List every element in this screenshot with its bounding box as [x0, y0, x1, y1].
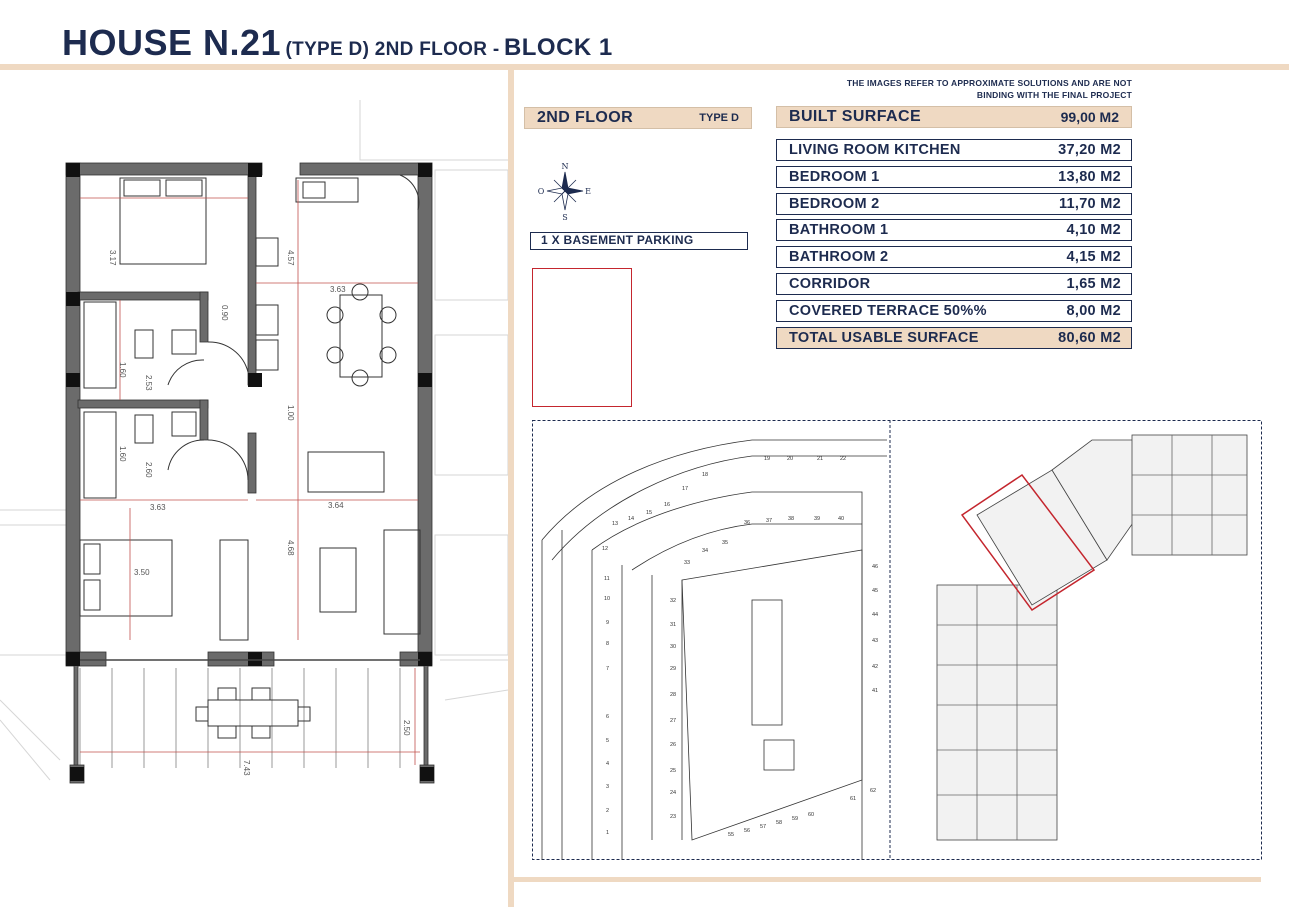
surface-row: BEDROOM 2 11,70 M2 — [776, 193, 1132, 215]
svg-text:3.63: 3.63 — [330, 285, 346, 294]
svg-text:2: 2 — [606, 808, 610, 814]
svg-text:3.50: 3.50 — [134, 568, 150, 577]
svg-text:4.57: 4.57 — [286, 250, 295, 266]
svg-text:1: 1 — [606, 830, 610, 836]
basement-parking-plan — [542, 440, 887, 860]
svg-text:22: 22 — [840, 456, 847, 462]
house-type: (TYPE D) 2ND FLOOR - — [285, 39, 500, 60]
svg-text:20: 20 — [787, 456, 794, 462]
page-title — [62, 22, 613, 64]
svg-text:6: 6 — [606, 714, 610, 720]
compass-icon — [538, 160, 594, 222]
svg-text:4: 4 — [606, 761, 610, 767]
building-plan — [937, 435, 1247, 840]
svg-text:28: 28 — [670, 692, 677, 698]
surface-row: BATHROOM 2 4,15 M2 — [776, 246, 1132, 268]
dimension-labels — [108, 250, 411, 776]
svg-text:18: 18 — [702, 472, 709, 478]
svg-text:29: 29 — [670, 666, 677, 672]
compass-e: E — [585, 187, 591, 196]
svg-text:40: 40 — [838, 516, 845, 522]
svg-text:58: 58 — [776, 820, 783, 826]
block-label: BLOCK 1 — [503, 34, 613, 61]
svg-text:59: 59 — [792, 816, 799, 822]
svg-text:30: 30 — [670, 644, 677, 650]
svg-text:32: 32 — [670, 598, 677, 604]
built-surface-value: 99,00 M2 — [1060, 109, 1119, 125]
svg-text:27: 27 — [670, 718, 677, 724]
svg-text:46: 46 — [872, 564, 879, 570]
svg-text:2.53: 2.53 — [144, 375, 153, 391]
svg-text:0.90: 0.90 — [220, 305, 229, 321]
svg-text:23: 23 — [670, 814, 677, 820]
surface-table — [776, 139, 1132, 353]
svg-text:57: 57 — [760, 824, 767, 830]
svg-text:11: 11 — [604, 576, 610, 582]
svg-text:3: 3 — [606, 784, 610, 790]
svg-text:21: 21 — [817, 456, 824, 462]
svg-text:35: 35 — [722, 540, 729, 546]
svg-text:19: 19 — [764, 456, 771, 462]
svg-text:34: 34 — [702, 548, 709, 554]
svg-text:60: 60 — [808, 812, 815, 818]
svg-text:17: 17 — [682, 486, 689, 492]
walls — [66, 163, 434, 783]
built-surface-header — [776, 106, 1132, 128]
floor-plan — [0, 100, 508, 800]
svg-text:24: 24 — [670, 790, 677, 796]
svg-text:3.17: 3.17 — [108, 250, 117, 266]
svg-text:56: 56 — [744, 828, 751, 834]
floor-label: 2ND FLOOR — [537, 109, 634, 126]
bottom-divider — [514, 877, 1261, 882]
svg-text:4.68: 4.68 — [286, 540, 295, 556]
built-surface-label: BUILT SURFACE — [789, 108, 922, 125]
svg-text:39: 39 — [814, 516, 821, 522]
svg-text:1.00: 1.00 — [286, 405, 295, 421]
parking-label: 1 X BASEMENT PARKING — [530, 232, 748, 250]
svg-text:33: 33 — [684, 560, 691, 566]
vertical-divider — [508, 70, 514, 907]
svg-text:62: 62 — [870, 788, 877, 794]
surface-row: LIVING ROOM KITCHEN 37,20 M2 — [776, 139, 1132, 161]
svg-text:38: 38 — [788, 516, 795, 522]
surface-row: BATHROOM 1 4,10 M2 — [776, 219, 1132, 241]
svg-text:36: 36 — [744, 520, 751, 526]
surface-row: CORRIDOR 1,65 M2 — [776, 273, 1132, 295]
svg-text:3.64: 3.64 — [328, 501, 344, 510]
svg-text:2.50: 2.50 — [402, 720, 411, 736]
compass-n: N — [561, 162, 569, 171]
svg-text:10: 10 — [604, 596, 611, 602]
svg-text:15: 15 — [646, 510, 653, 516]
surface-row: COVERED TERRACE 50%% 8,00 M2 — [776, 300, 1132, 322]
svg-text:7.43: 7.43 — [242, 760, 251, 776]
house-number: HOUSE N.21 — [62, 22, 282, 63]
svg-text:43: 43 — [872, 638, 879, 644]
svg-text:25: 25 — [670, 768, 677, 774]
compass-s: S — [562, 213, 568, 222]
svg-text:55: 55 — [728, 832, 735, 838]
parking-location-box — [532, 268, 632, 407]
surface-row: BEDROOM 1 13,80 M2 — [776, 166, 1132, 188]
terrace-slats — [80, 668, 400, 768]
svg-text:14: 14 — [628, 516, 635, 522]
svg-text:45: 45 — [872, 588, 879, 594]
disclaimer: THE IMAGES REFER TO APPROXIMATE SOLUTIONS AND ARE NOT BINDING WITH THE FINAL PROJECT — [846, 78, 1132, 100]
title-divider — [0, 64, 1289, 70]
site-plan — [532, 420, 1262, 860]
svg-text:31: 31 — [670, 622, 677, 628]
svg-text:26: 26 — [670, 742, 677, 748]
total-surface-row: TOTAL USABLE SURFACE 80,60 M2 — [776, 327, 1132, 349]
compass-o: O — [538, 187, 545, 196]
type-label: TYPE D — [699, 112, 739, 124]
svg-text:2.60: 2.60 — [144, 462, 153, 478]
svg-text:13: 13 — [612, 521, 619, 527]
svg-text:16: 16 — [664, 502, 671, 508]
svg-text:5: 5 — [606, 738, 610, 744]
svg-text:12: 12 — [602, 546, 609, 552]
svg-text:3.63: 3.63 — [150, 503, 166, 512]
svg-text:42: 42 — [872, 664, 879, 670]
svg-text:61: 61 — [850, 796, 857, 802]
svg-text:44: 44 — [872, 612, 879, 618]
svg-text:37: 37 — [766, 518, 773, 524]
svg-text:8: 8 — [606, 641, 610, 647]
svg-text:7: 7 — [606, 666, 610, 672]
svg-text:41: 41 — [872, 688, 879, 694]
svg-text:1.60: 1.60 — [118, 446, 127, 462]
svg-text:9: 9 — [606, 620, 610, 626]
floor-header — [524, 107, 752, 129]
parking-space-numbers — [602, 456, 878, 838]
svg-text:1.60: 1.60 — [118, 362, 127, 378]
